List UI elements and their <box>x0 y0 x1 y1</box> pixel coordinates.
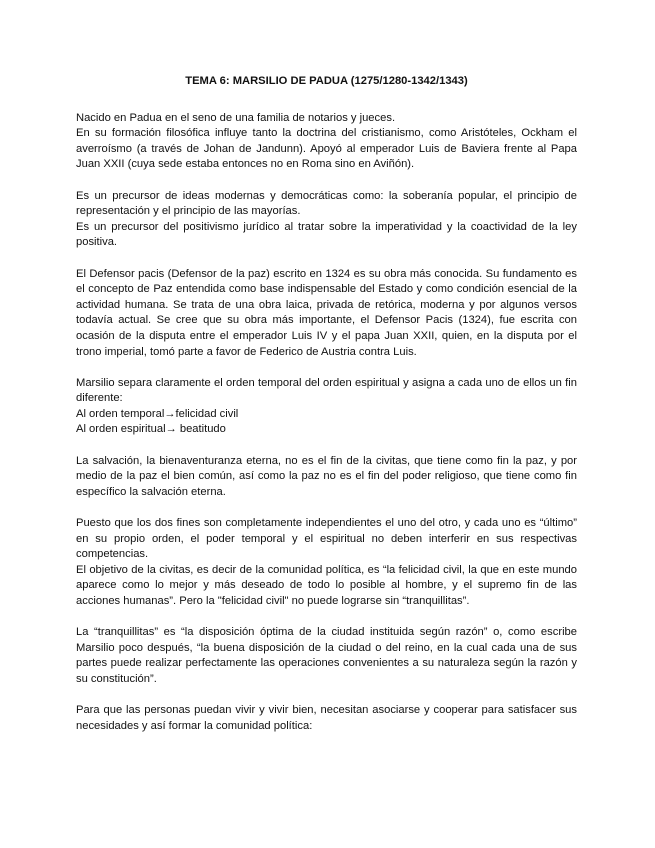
paragraph-line: Marsilio separa claramente el orden temporal del orden espiritual y asigna a cada uno de ellos un fin diferente: <box>76 376 577 405</box>
paragraph-2 <box>76 189 577 251</box>
paragraph-1 <box>76 111 577 173</box>
document-page <box>76 74 577 750</box>
list-item-temporal: Al orden temporal→felicidad civil <box>76 407 239 420</box>
paragraph-line: Es un precursor de ideas modernas y democráticas como: la soberanía popular, el principio de representación y el principio de las mayorías. <box>76 189 577 218</box>
paragraph-line: En su formación filosófica influye tanto la doctrina del cristianismo, como Aristóteles, Ockham el averroísmo (a través de Johan de Jandunn). Apoyó al emperador Luis de Baviera frente al Papa Juan XXII (cuya sede estaba entonces no en Roma sino en Aviñón). <box>76 127 577 171</box>
paragraph-7 <box>76 625 577 687</box>
paragraph-line: El Defensor pacis (Defensor de la paz) escrito en 1324 es su obra más conocida. Su fundamento es el concepto de Paz entendida como base indispensable del Estado y como condición esencial de la actividad humana. Se trata de una obra laica, privada de retórica, moderna y por algunos versos todavía actual. Se cree que su obra más importante, el Defensor Pacis (1324), fue escrita con ocasión de la disputa entre el emperador Luis IV y el papa Juan XXII, quien, en la disputa por el trono imperial, tomó parte a favor de Federico de Austria contra Luis. <box>76 267 577 358</box>
paragraph-line: Nacido en Padua en el seno de una familia de notarios y jueces. <box>76 111 396 124</box>
paragraph-3 <box>76 267 577 361</box>
paragraph-4 <box>76 376 577 438</box>
paragraph-5 <box>76 454 577 501</box>
paragraph-line: La “tranquillitas” es “la disposición óptima de la ciudad instituida según razón” o, como escribe Marsilio poco después, “la buena disposición de la ciudad o del reino, en la cual cada una de sus partes puede realizar perfectamente las operaciones convenientes a su naturaleza según la razón y su constitución”. <box>76 626 577 685</box>
paragraph-line: Es un precursor del positivismo jurídico al tratar sobre la imperatividad y la coactividad de la ley positiva. <box>76 220 577 249</box>
paragraph-line: Para que las personas puedan vivir y vivir bien, necesitan asociarse y cooperar para satisfacer sus necesidades y así formar la comunidad política: <box>76 704 577 732</box>
document-title: TEMA 6: MARSILIO DE PADUA (1275/1280-1342/1343) <box>185 75 468 87</box>
paragraph-line: El objetivo de la civitas, es decir de la comunidad política, es “la felicidad civil, la que en este mundo aparece como lo mejor y más deseado de todo lo posible al hombre, y el supremo fin de las acciones humanas”. Pero la "felicidad civil" no puede lograrse sin “tranquillitas”. <box>76 563 577 607</box>
paragraph-line: Puesto que los dos fines son completamente independientes el uno del otro, y cada uno es “último” en su propio orden, el poder temporal y el espiritual no deben interferir en sus respectivas competencias. <box>76 517 577 561</box>
paragraph-line: La salvación, la bienaventuranza eterna, no es el fin de la civitas, que tiene como fin la paz, y por medio de la paz el bien común, así como la paz no es el fin del poder religioso, que tiene como fin específico la salvación eterna. <box>76 454 577 498</box>
paragraph-8 <box>76 703 577 734</box>
paragraph-6 <box>76 516 577 610</box>
list-item-espiritual: Al orden espiritual→ beatitudo <box>76 423 226 436</box>
